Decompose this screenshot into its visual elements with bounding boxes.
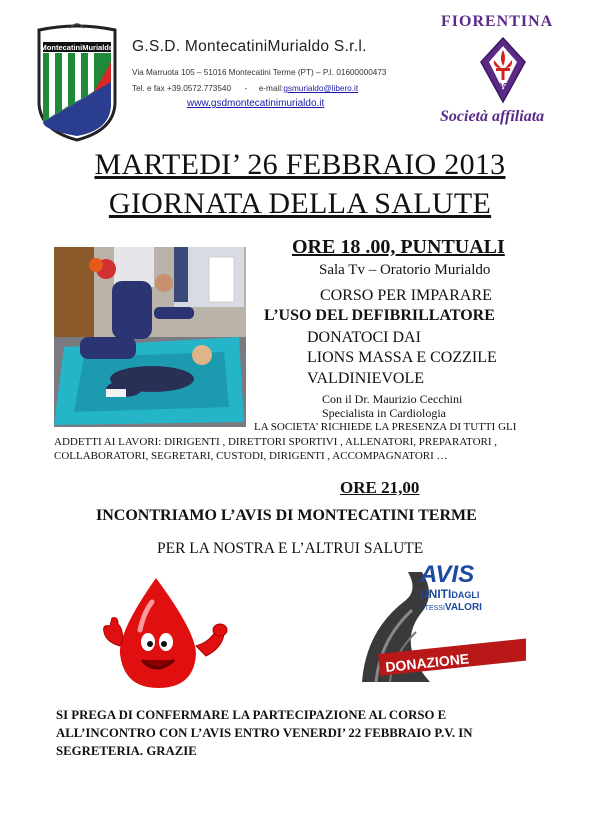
session1-time: ORE 18 .00, PUNTUALI: [292, 236, 505, 258]
session1-course: CORSO PER IMPARARE: [320, 287, 492, 304]
club-phone: Tel. e fax +39.0572.773540: [132, 84, 232, 93]
email-label: e-mail:: [258, 84, 284, 93]
event-title-headline: GIORNATA DELLA SALUTE: [108, 187, 492, 220]
session1-donated: DONATOCI DAI: [307, 329, 421, 346]
svg-text:UNITIDAGLI: [420, 587, 479, 601]
club-address: Via Marruota 105 – 51016 Montecatini Terme (PT) – P.I. 01600000473: [132, 68, 387, 77]
avis-slogan-d: VALORI: [444, 602, 482, 613]
club-name: G.S.D. MontecatiniMurialdo S.r.l.: [132, 38, 367, 55]
fiorentina-title: FIORENTINA: [441, 13, 554, 30]
session1-lions: LIONS MASSA E COZZILE: [307, 349, 497, 366]
fiorentina-badge-text: AC: [497, 83, 509, 90]
club-email-link[interactable]: gsmurialdo@libero.it: [283, 84, 359, 93]
avis-slogan-b: DAGLI: [451, 590, 480, 600]
session1-subject: L’USO DEL DEFIBRILLATORE: [264, 307, 495, 324]
club-contacts: Tel. e fax +39.0572.773540 - e-mail:gsmurialdo@libero.it: [132, 84, 359, 93]
confirmation-note: SI PREGA DI CONFERMARE LA PARTECIPAZIONE AL CORSO E ALL’INCONTRO CON L’AVIS ENTRO VENERDI’ 22 FEBBRAIO P.V. IN SEGRETERIA. GRAZIE: [56, 708, 473, 758]
session1-notice: [54, 420, 544, 464]
blood-drop-mascot: [98, 572, 228, 692]
session1-notice-rest: GLI ADDETTI AI LAVORI: DIRIGENTI , DIRETTORI SPORTIVI , ALLENATORI, PREPARATORI , COLLABORATORI, SEGRETARI, CUSTODI, DIRIGENTI , ACCOMPAGNATORI …: [54, 421, 517, 462]
shield-label: MontecatiniMurialdo: [40, 43, 114, 52]
club-shield-logo: [34, 22, 120, 142]
session1-notice-first: LA SOCIETA’ RICHIEDE LA PRESENZA DI TUTTI: [254, 421, 496, 433]
session2-meeting: INCONTRIAMO L’AVIS DI MONTECATINI TERME: [96, 507, 477, 524]
avis-slogan-c: STESSI: [420, 605, 445, 612]
cpr-training-photo: [54, 247, 246, 427]
session2-time: ORE 21,00: [340, 478, 420, 497]
event-date-headline: MARTEDI’ 26 FEBBRAIO 2013: [94, 148, 506, 181]
fiorentina-affiliation: Società affiliata: [440, 108, 545, 125]
avis-logo: [356, 560, 526, 684]
avis-slogan-a: UNITI: [420, 587, 452, 601]
club-website-link[interactable]: www.gsdmontecatinimurialdo.it: [187, 98, 325, 109]
session1-doctor: Con il Dr. Maurizio Cecchini: [322, 392, 463, 406]
fiorentina-lily-logo: [478, 36, 528, 104]
session1-valdinievole: VALDINIEVOLE: [307, 370, 425, 387]
avis-brand: AVIS: [420, 561, 475, 588]
session1-venue: Sala Tv – Oratorio Murialdo: [319, 262, 491, 278]
session1-specialty: Specialista in Cardiologia: [322, 406, 446, 420]
avis-road-word: DONAZIONE: [384, 650, 470, 675]
session2-tagline: PER LA NOSTRA E L’ALTRUI SALUTE: [157, 540, 424, 557]
